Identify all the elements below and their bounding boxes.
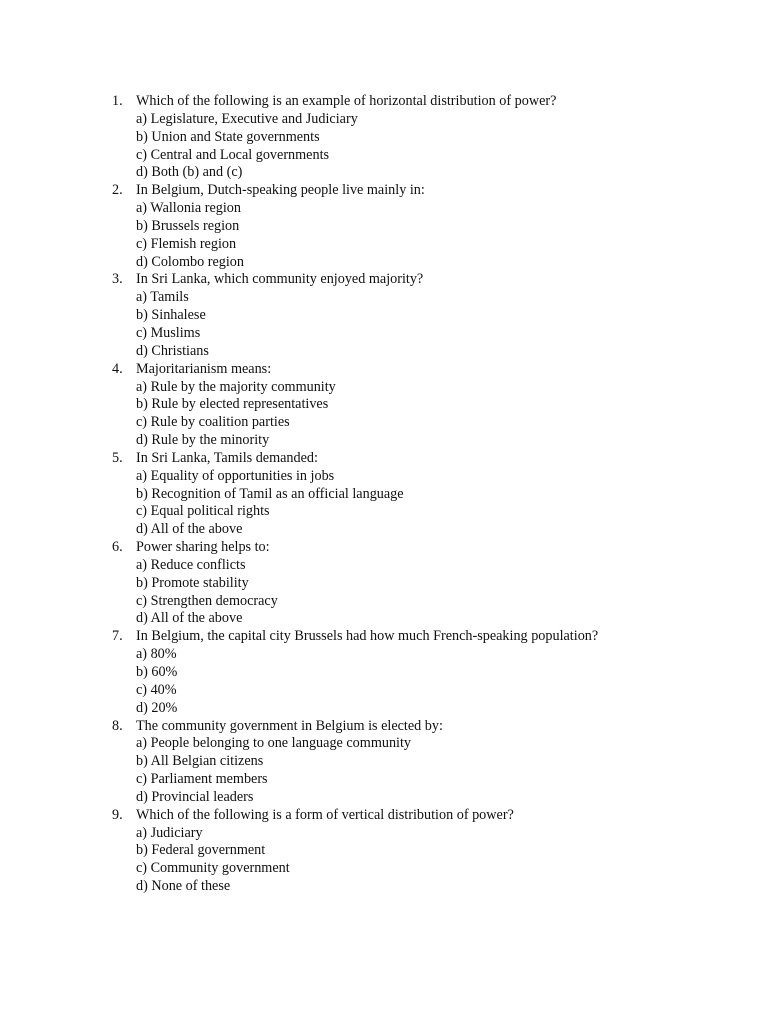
option-list [136,735,732,806]
answer-option: a) Rule by the majority community [136,378,336,395]
answer-option: a) Tamils [136,289,189,306]
question-item [112,271,732,360]
question-item [112,628,732,717]
option-list [136,379,732,450]
option-list [136,557,732,628]
question-number: 8. [112,717,123,734]
option-list [136,289,732,360]
answer-option: c) 40% [136,681,177,698]
question-text: Power sharing helps to: [136,539,270,556]
question-text: In Belgium, the capital city Brussels had how much French-speaking population? [136,628,599,645]
question-item [112,182,732,271]
answer-option: b) Union and State governments [136,128,320,145]
answer-option: a) Reduce conflicts [136,556,246,573]
answer-option: b) Federal government [136,842,266,859]
answer-option: b) Brussels region [136,217,240,234]
answer-option: d) Rule by the minority [136,432,270,449]
option-list [136,200,732,271]
question-number: 7. [112,628,123,645]
answer-option: c) Flemish region [136,235,237,252]
answer-option: b) Recognition of Tamil as an official language [136,485,404,502]
question-item [112,93,732,182]
answer-option: a) Wallonia region [136,200,241,217]
answer-option: a) Judiciary [136,824,203,841]
answer-option: d) Both (b) and (c) [136,164,243,181]
question-item [112,361,732,450]
answer-option: c) Central and Local governments [136,146,330,163]
question-number: 4. [112,360,123,377]
question-number: 5. [112,449,123,466]
question-list [112,93,732,896]
answer-option: c) Parliament members [136,771,268,788]
question-text: Which of the following is a form of vertical distribution of power? [136,806,514,823]
answer-option: b) Promote stability [136,574,249,591]
question-number: 6. [112,539,123,556]
question-text: The community government in Belgium is elected by: [136,717,443,734]
answer-option: a) Equality of opportunities in jobs [136,467,335,484]
option-list [136,825,732,896]
answer-option: c) Equal political rights [136,503,270,520]
answer-option: d) All of the above [136,610,243,627]
question-text: In Sri Lanka, Tamils demanded: [136,449,318,466]
option-list [136,646,732,717]
answer-option: d) None of these [136,878,231,895]
answer-option: c) Strengthen democracy [136,592,278,609]
answer-option: b) All Belgian citizens [136,753,264,770]
answer-option: b) 60% [136,664,178,680]
question-text: In Belgium, Dutch-speaking people live mainly in: [136,182,425,199]
question-number: 2. [112,182,123,199]
question-item [112,807,732,896]
option-list [136,468,732,539]
answer-option: d) All of the above [136,521,243,538]
answer-option: d) Colombo region [136,253,244,270]
question-number: 1. [112,93,123,109]
question-text: Majoritarianism means: [136,360,272,377]
answer-option: c) Muslims [136,324,201,341]
answer-option: b) Sinhalese [136,307,206,324]
option-list [136,111,732,182]
question-item [112,718,732,807]
question-item [112,539,732,628]
question-number: 3. [112,271,123,288]
answer-option: d) Christians [136,342,209,359]
answer-option: d) 20% [136,699,178,716]
answer-option: a) Legislature, Executive and Judiciary [136,110,358,127]
question-text: Which of the following is an example of horizontal distribution of power? [136,93,557,109]
answer-option: d) Provincial leaders [136,788,254,805]
answer-option: b) Rule by elected representatives [136,396,329,413]
answer-option: c) Rule by coalition parties [136,414,290,431]
answer-option: a) 80% [136,646,177,663]
question-text: In Sri Lanka, which community enjoyed majority? [136,271,424,288]
question-item [112,450,732,539]
answer-option: c) Community government [136,860,290,877]
question-number: 9. [112,806,123,823]
answer-option: a) People belonging to one language community [136,735,412,752]
